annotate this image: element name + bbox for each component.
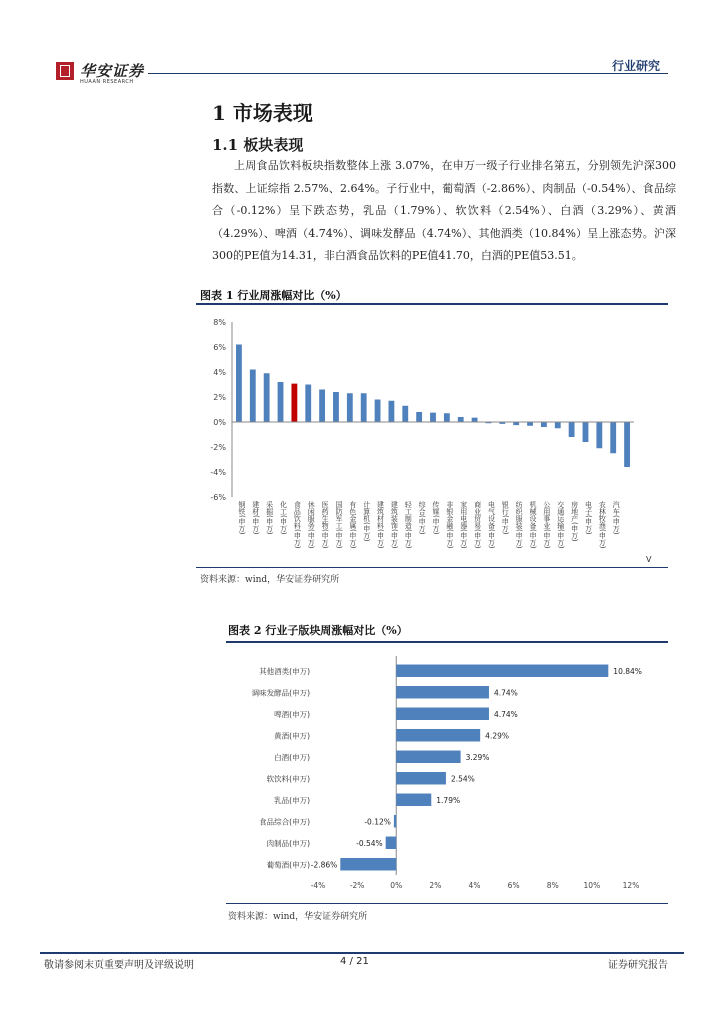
- bar: [319, 390, 325, 423]
- x-tick-label: 医药生物(申万): [321, 501, 330, 549]
- data-label: -0.12%: [364, 817, 391, 827]
- bar: [541, 422, 547, 427]
- bar: [396, 751, 460, 763]
- bar: [569, 422, 575, 437]
- data-label: 1.79%: [436, 795, 461, 805]
- y-tick-label: -2%: [210, 443, 226, 452]
- figure1-bottom-rule: [196, 567, 668, 568]
- x-tick-label: 纺织服装(申万): [515, 501, 524, 549]
- header-rule: [148, 73, 668, 74]
- x-tick-label: -4%: [310, 881, 326, 890]
- data-label: 2.54%: [450, 774, 475, 784]
- x-tick-label: 传媒(申万): [432, 501, 440, 535]
- x-tick-label: 食品饮料(申万): [293, 501, 302, 549]
- y-tick-label: 6%: [213, 343, 226, 352]
- figure2-top-rule: [226, 641, 668, 643]
- footer-disclaimer: 敬请参阅末页重要声明及评级说明: [44, 960, 194, 971]
- x-tick-label: 建筑装饰(申万): [390, 501, 399, 549]
- bar: [305, 385, 311, 423]
- bar: [396, 665, 608, 677]
- category-label: 其他酒类(申万): [259, 666, 310, 676]
- figure2-source: 资料来源：wind，华安证券研究所: [228, 912, 368, 922]
- x-tick-label: 钢铁(申万): [237, 501, 246, 535]
- bar: [386, 837, 397, 849]
- x-tick-label: 计算机(申万): [362, 501, 371, 542]
- header-section-label: 行业研究: [611, 59, 660, 73]
- y-tick-label: 8%: [213, 318, 226, 327]
- category-label: 软饮料(申万): [266, 774, 310, 784]
- logo-icon: [56, 62, 74, 80]
- figure1-chart: [196, 306, 668, 566]
- x-tick-label: 房地产(申万): [570, 501, 579, 542]
- x-tick-label: 家用电器(申万): [459, 501, 468, 549]
- bar: [583, 422, 589, 442]
- logo-text: 华安证券: [80, 62, 145, 80]
- corner-mark: V: [646, 555, 652, 564]
- x-tick-label: 建材(申万): [251, 501, 260, 535]
- figure2-bottom-rule: [226, 903, 668, 904]
- x-tick-label: 非银金融(申万): [445, 501, 454, 549]
- bar: [396, 772, 446, 784]
- data-label: 4.74%: [493, 709, 518, 719]
- bar: [396, 686, 489, 698]
- x-tick-label: 4%: [468, 881, 481, 890]
- y-tick-label: -6%: [210, 493, 226, 502]
- y-tick-label: 4%: [213, 368, 226, 377]
- x-tick-label: 采掘(申万): [265, 501, 274, 535]
- category-label: 乳品(申万): [274, 795, 310, 805]
- section-title: 1 市场表现: [212, 101, 313, 125]
- data-label: 4.74%: [493, 688, 518, 698]
- x-tick-label: 农林牧渔(申万): [598, 501, 607, 549]
- bar: [527, 422, 533, 426]
- category-label: 啤酒(申万): [274, 709, 310, 719]
- bar: [624, 422, 630, 467]
- bar: [610, 422, 616, 453]
- page-number: 4 / 21: [340, 956, 369, 967]
- footer-report-type: 证券研究报告: [608, 960, 668, 971]
- bar: [396, 708, 489, 720]
- bar: [333, 392, 339, 422]
- y-tick-label: 2%: [213, 393, 226, 402]
- x-tick-label: 12%: [622, 881, 640, 890]
- x-tick-label: 机械设备(申万): [529, 501, 538, 549]
- bar: [402, 406, 408, 422]
- figure1-source: 资料来源：wind，华安证券研究所: [200, 575, 340, 585]
- bar: [347, 393, 353, 422]
- footer-rule: [40, 952, 684, 954]
- x-tick-label: 国防军工(申万): [334, 501, 343, 549]
- x-tick-label: 综合(申万): [418, 501, 427, 535]
- x-tick-label: 休闲服务(申万): [307, 501, 316, 549]
- x-tick-label: 2%: [429, 881, 442, 890]
- category-label: 肉制品(申万): [266, 838, 310, 848]
- x-tick-label: 商业贸易(申万): [473, 501, 482, 549]
- bar: [555, 422, 561, 428]
- x-tick-label: 10%: [583, 881, 601, 890]
- figure2-title: 图表 2 行业子版块周涨幅对比（%）: [228, 624, 408, 637]
- x-tick-label: 公用事业(申万): [542, 501, 551, 549]
- category-label: 食品综合(申万): [259, 817, 310, 827]
- x-tick-label: 建筑材料(申万): [376, 501, 385, 549]
- data-label: -0.54%: [356, 838, 383, 848]
- bar: [458, 417, 464, 422]
- category-label: 白酒(申万): [274, 752, 310, 762]
- category-label: 葡萄酒(申万): [266, 860, 310, 870]
- bar: [264, 373, 270, 422]
- x-tick-label: 有色金属(申万): [348, 501, 357, 549]
- x-tick-label: 银行(申万): [501, 501, 510, 535]
- bar: [340, 858, 396, 870]
- x-tick-label: 0%: [390, 881, 403, 890]
- logo-subtext: HUAAN RESEARCH: [80, 79, 134, 85]
- bar: [472, 418, 478, 422]
- x-tick-label: 轻工制造(申万): [404, 501, 413, 549]
- data-label: 4.29%: [485, 731, 510, 741]
- x-tick-label: 汽车(申万): [612, 501, 621, 535]
- figure1-top-rule: [196, 303, 668, 305]
- x-tick-label: 电气设备(申万): [487, 501, 496, 549]
- bar: [278, 382, 284, 422]
- x-tick-label: 电子(申万): [584, 501, 593, 535]
- bar: [236, 345, 242, 423]
- bar: [375, 400, 381, 423]
- bar: [291, 384, 297, 422]
- bar: [396, 794, 431, 806]
- bar: [394, 815, 396, 827]
- figure1-title: 图表 1 行业周涨幅对比（%）: [200, 289, 347, 302]
- y-tick-label: -4%: [210, 468, 226, 477]
- category-label: 黄酒(申万): [274, 731, 310, 741]
- y-tick-label: 0%: [213, 418, 226, 427]
- bar: [361, 393, 367, 422]
- bar: [444, 413, 450, 422]
- figure2-chart: [226, 644, 668, 900]
- bar: [430, 413, 436, 422]
- category-label: 调味发酵品(申万): [251, 688, 310, 698]
- body-paragraph: 上周食品饮料板块指数整体上涨 3.07%，在申万一级子行业排名第五，分别领先沪深300指数、上证综指 2.57%、2.64%。子行业中，葡萄酒（-2.86%）、肉制品（-0.54%）、食品综合（-0.12%）呈下跌态势，乳品（1.79%）、软饮料（2.54%）、白酒（3.29%）、黄酒（4.29%）、啤酒（4.74%）、调味发酵品（4.74%）、其他酒类（10.84%）呈上涨态势。沪深300的PE值为14.31，非白酒食品饮料的PE值41.70，白酒的PE值53.51。: [212, 159, 676, 262]
- x-tick-label: 化工(申万): [279, 501, 288, 535]
- data-label: 10.84%: [613, 666, 642, 676]
- x-tick-label: 交通运输(申万): [556, 501, 565, 549]
- x-tick-label: 8%: [546, 881, 559, 890]
- bar: [250, 370, 256, 423]
- bar: [396, 729, 480, 741]
- bar: [389, 401, 395, 422]
- data-label: -2.86%: [310, 860, 338, 870]
- x-tick-label: 6%: [507, 881, 520, 890]
- subsection-title: 1.1 板块表现: [212, 136, 304, 154]
- data-label: 3.29%: [465, 752, 490, 762]
- bar: [416, 412, 422, 422]
- bar: [596, 422, 602, 448]
- x-tick-label: -2%: [349, 881, 365, 890]
